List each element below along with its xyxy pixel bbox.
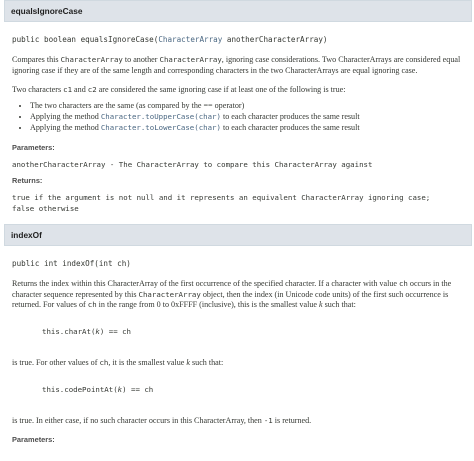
list-item: • The two characters are the same (as compared by the == operator) [30, 101, 466, 112]
method-description-3: is true. In either case, if no such character occurs in this CharacterArray, then -1 is returned. [12, 415, 312, 425]
touppercase-link[interactable]: Character.toUpperCase(char) [100, 112, 221, 122]
method-title: indexOf [4, 224, 472, 246]
code-example-codepointat: this.codePointAt(k) == ch [42, 384, 154, 394]
list-item: • Applying the method Character.toUpperCase(char) to each character produces the same result [30, 112, 466, 123]
method-index-of [4, 224, 472, 444]
parameters-label: Parameters: [12, 434, 55, 444]
tolowercase-link[interactable]: Character.toLowerCase(char) [100, 122, 221, 132]
returns-label: Returns: [12, 175, 43, 185]
code-example-charat: this.charAt(k) == ch [42, 327, 132, 337]
condition-list [12, 101, 466, 133]
method-description: Compares this CharacterArray to another CharacterArray, ignoring case considerations. Two CharacterArrays are considered equal ignoring case if they are of the same length and corresponding characters in the two CharacterArrays are equal ignoring case. [12, 55, 461, 75]
parameter-description: anotherCharacterArray - The CharacterArray to compare this CharacterArray against [12, 159, 373, 169]
method-description-2: Two characters c1 and c2 are considered the same ignoring case if at least one of the following is true: [12, 84, 346, 94]
type-link-characterarray[interactable]: CharacterArray [158, 35, 223, 44]
method-description: Returns the index within this CharacterArray of the first occurrence of the specified character. If a character with value ch occurs in the character sequence represented by this CharacterArray object, then the index (in Unicode code units) of the first such occurrence is returned. For values of ch in the range from 0 to 0xFFFF (inclusive), this is the smallest value k such that: [12, 278, 452, 310]
list-item: • Applying the method Character.toLowerCase(char) to each character produces the same result [30, 123, 466, 134]
method-description-2: is true. For other values of ch, it is the smallest value k such that: [12, 358, 224, 368]
method-equals-ignore-case [4, 0, 472, 224]
method-signature: public boolean equalsIgnoreCase(CharacterArray anotherCharacterArray) [12, 35, 328, 44]
method-title: equalsIgnoreCase [4, 0, 472, 22]
parameters-label: Parameters: [12, 142, 55, 152]
returns-description: true if the argument is not null and it represents an equivalent CharacterArray ignoring case; false otherwise [12, 192, 431, 213]
method-signature: public int indexOf(int ch) [12, 258, 131, 268]
